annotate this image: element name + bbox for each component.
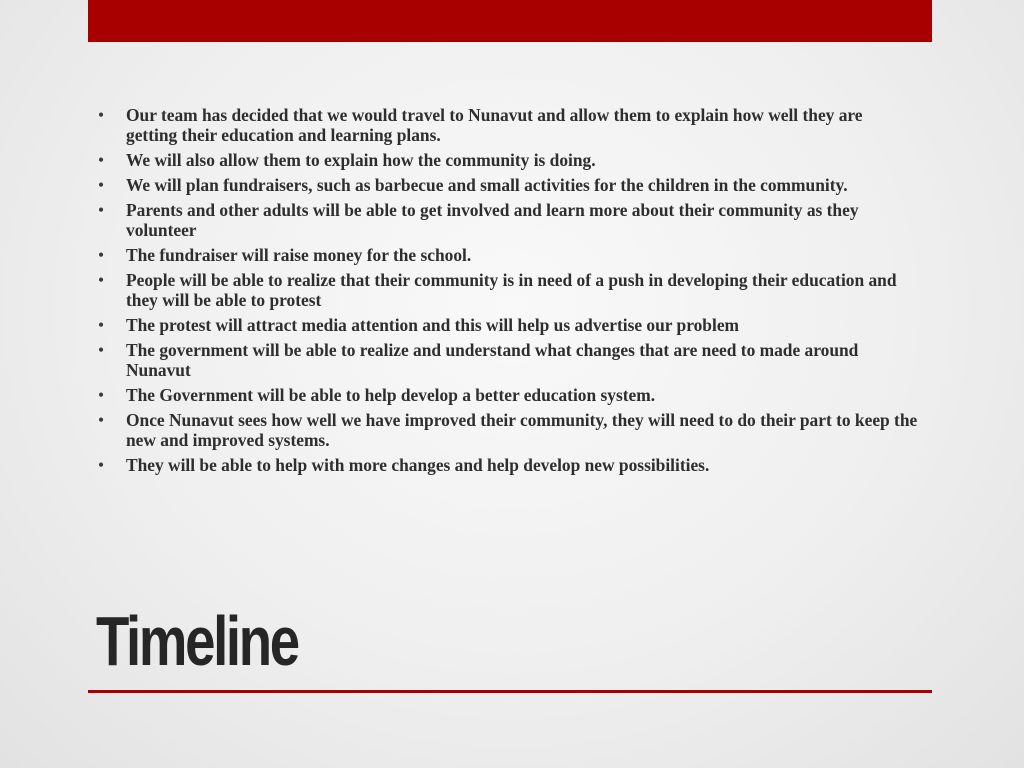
bullet-icon: • (98, 410, 105, 430)
bullet-icon: • (98, 455, 105, 475)
bullet-text: They will be able to help with more changes and help develop new possibilities. (126, 455, 710, 475)
bullet-item (98, 150, 918, 170)
bullet-item (98, 340, 918, 380)
bullet-item (98, 200, 918, 240)
bullet-item (98, 245, 918, 265)
bullet-text: People will be able to realize that their community is in need of a push in developing their education and they will be able to protest (126, 270, 897, 310)
bullet-text: Once Nunavut sees how well we have improved their community, they will need to do their part to keep the new and improved systems. (126, 410, 918, 450)
bullet-text: We will also allow them to explain how the community is doing. (126, 150, 596, 170)
bullet-item (98, 175, 918, 195)
bullet-item (98, 105, 918, 145)
bullet-item (98, 455, 918, 475)
bullet-icon: • (98, 245, 105, 265)
bullet-text: We will plan fundraisers, such as barbecue and small activities for the children in the community. (126, 175, 848, 195)
bullet-icon: • (98, 315, 105, 335)
bullet-icon: • (98, 175, 105, 195)
bullet-list (98, 105, 918, 480)
bullet-text: The protest will attract media attention and this will help us advertise our problem (126, 315, 740, 335)
bullet-icon: • (98, 340, 105, 360)
bullet-text: The fundraiser will raise money for the school. (126, 245, 472, 265)
bullet-item (98, 410, 918, 450)
slide-title: Timeline (96, 602, 298, 680)
bullet-icon: • (98, 270, 105, 290)
bullet-item (98, 270, 918, 310)
title-underline (88, 690, 932, 693)
bullet-text: The government will be able to realize and understand what changes that are need to made around Nunavut (126, 340, 859, 380)
bullet-icon: • (98, 150, 105, 170)
accent-bar (88, 0, 932, 42)
bullet-icon: • (98, 105, 105, 125)
bullet-item (98, 315, 918, 335)
bullet-text: Parents and other adults will be able to get involved and learn more about their community as they volunteer (126, 200, 859, 240)
bullet-icon: • (98, 200, 105, 220)
bullet-item (98, 385, 918, 405)
bullet-text: Our team has decided that we would travel to Nunavut and allow them to explain how well they are getting their education and learning plans. (126, 105, 863, 145)
bullet-icon: • (98, 385, 105, 405)
bullet-text: The Government will be able to help develop a better education system. (126, 385, 656, 405)
